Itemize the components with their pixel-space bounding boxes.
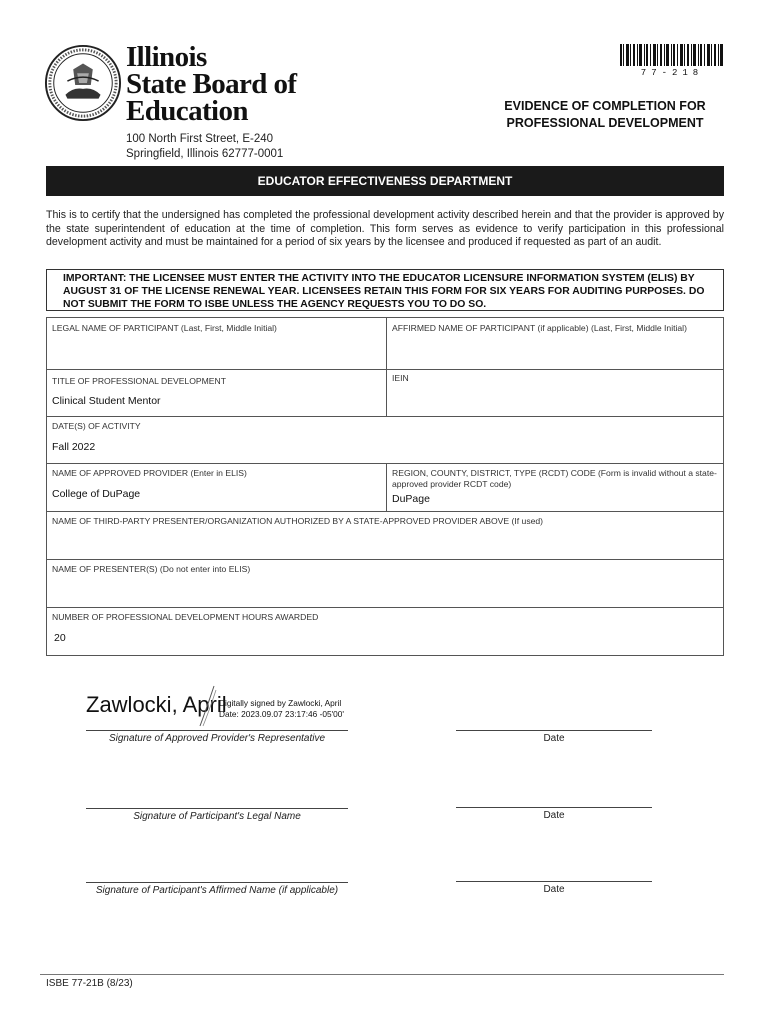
rcdt-code-field[interactable] — [386, 464, 723, 511]
pd-title-label: TITLE OF PROFESSIONAL DEVELOPMENT — [52, 376, 226, 386]
row-dates — [46, 417, 724, 464]
iein-label: IEIN — [392, 373, 409, 383]
form-title-line1: EVIDENCE OF COMPLETION FOR — [504, 99, 706, 113]
form-title — [470, 98, 740, 132]
third-party-presenter-field[interactable] — [47, 512, 723, 559]
footer-divider — [40, 974, 724, 975]
affirmed-name-label: AFFIRMED NAME OF PARTICIPANT (if applicable) (Last, First, Middle Initial) — [392, 323, 687, 333]
important-notice: IMPORTANT: THE LICENSEE MUST ENTER THE ACTIVITY INTO THE EDUCATOR LICENSURE INFORMATION SYSTEM (ELIS) BY AUGUST 31 OF THE LICENSE RENEWAL YEAR. LICENSEES RETAIN THIS FORM FOR SIX YEARS FOR AUDITING PURPOSES. DO NOT SUBMIT THE FORM TO ISBE UNLESS THE AGENCY REQUESTS YOU TO DO SO. — [46, 269, 724, 311]
iein-field[interactable] — [386, 370, 723, 416]
affirmed-date-line[interactable] — [456, 881, 652, 882]
participant-signature-caption: Signature of Participant's Legal Name — [133, 811, 301, 822]
activity-dates-field[interactable] — [47, 417, 723, 463]
rcdt-code-value: DuPage — [392, 493, 430, 505]
pd-title-value: Clinical Student Mentor — [52, 395, 161, 407]
form-table — [46, 317, 724, 656]
row-provider — [46, 464, 724, 512]
address-line2: Springfield, Illinois 62777-0001 — [126, 148, 284, 160]
department-name: EDUCATOR EFFECTIVENESS DEPARTMENT — [257, 174, 513, 188]
participant-date-caption: Date — [543, 810, 565, 821]
rcdt-code-label: REGION, COUNTY, DISTRICT, TYPE (RCDT) CODE (Form is invalid without a state-approved provider RCDT code) — [392, 468, 717, 489]
participant-date-line[interactable] — [456, 807, 652, 808]
row-third-party — [46, 512, 724, 560]
barcode-icon — [620, 44, 724, 66]
activity-dates-label: DATE(S) OF ACTIVITY — [52, 421, 141, 431]
legal-name-field[interactable] — [47, 318, 386, 369]
affirmed-name-field[interactable] — [386, 318, 723, 369]
affirmed-date-caption: Date — [543, 884, 565, 895]
signature-stroke-icon — [196, 684, 220, 728]
provider-signature-name: Zawlocki, April — [86, 692, 227, 717]
barcode-number: 77-218 — [640, 68, 704, 78]
provider-date-caption: Date — [543, 733, 565, 744]
form-title-line2: PROFESSIONAL DEVELOPMENT — [506, 116, 704, 130]
row-participant-names — [46, 318, 724, 370]
provider-date-line[interactable] — [456, 730, 652, 731]
provider-signature-line[interactable] — [86, 730, 348, 731]
presenters-label: NAME OF PRESENTER(S) (Do not enter into ELIS) — [52, 564, 251, 574]
illinois-state-seal-icon — [44, 44, 122, 122]
third-party-presenter-label: NAME OF THIRD-PARTY PRESENTER/ORGANIZATION AUTHORIZED BY A STATE-APPROVED PROVIDER ABOVE (If used) — [52, 516, 544, 526]
agency-name-line2: State Board of — [126, 68, 297, 100]
pd-hours-value: 20 — [54, 632, 66, 644]
activity-dates-value: Fall 2022 — [52, 441, 96, 453]
provider-name-field[interactable] — [47, 464, 386, 511]
row-title-iein — [46, 370, 724, 417]
address-line1: 100 North First Street, E-240 — [126, 133, 274, 145]
affirmed-signature-caption: Signature of Participant's Affirmed Name (if applicable) — [95, 885, 339, 896]
pd-hours-field[interactable] — [47, 608, 723, 655]
pd-hours-label: NUMBER OF PROFESSIONAL DEVELOPMENT HOURS AWARDED — [52, 612, 319, 622]
affirmed-signature-line[interactable] — [86, 882, 348, 883]
row-hours — [46, 608, 724, 656]
provider-name-label: NAME OF APPROVED PROVIDER (Enter in ELIS) — [52, 468, 247, 478]
row-presenters — [46, 560, 724, 608]
presenters-field[interactable] — [47, 560, 723, 607]
provider-name-value: College of DuPage — [52, 488, 141, 500]
certification-statement: This is to certify that the undersigned has completed the professional development activity described herein and that the provider is approved by the state superintendent of education at the time of completion. This form serves as evidence to verify participation in this professional development activity and must be maintained for a period of six years by the licensee and produced if requested as part of an audit. — [46, 209, 724, 248]
digital-signature-stamp — [219, 698, 344, 720]
agency-name — [126, 41, 297, 127]
agency-address — [126, 132, 283, 162]
legal-name-label: LEGAL NAME OF PARTICIPANT (Last, First, Middle Initial) — [52, 323, 277, 333]
pd-title-field[interactable] — [47, 370, 386, 416]
provider-signature-caption: Signature of Approved Provider's Representative — [108, 733, 326, 744]
department-banner — [46, 166, 724, 196]
digital-signature-line2: Date: 2023.09.07 23:17:46 -05'00' — [219, 709, 344, 719]
participant-signature-line[interactable] — [86, 808, 348, 809]
agency-name-line3: Education — [126, 95, 248, 127]
digital-signature-line1: Digitally signed by Zawlocki, April — [219, 698, 342, 708]
form-footer-id: ISBE 77-21B (8/23) — [46, 978, 133, 989]
agency-name-line1: Illinois — [126, 41, 207, 73]
